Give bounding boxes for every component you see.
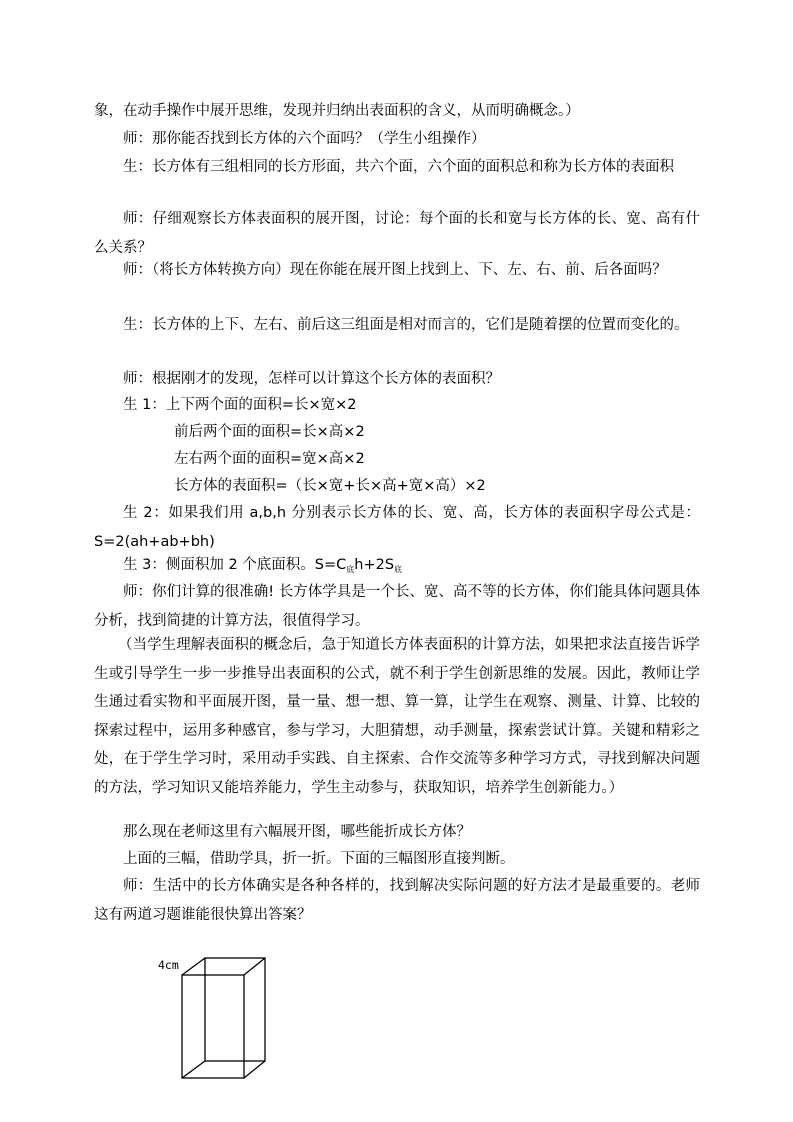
paragraph-5: 师：（将长方体转换方向）现在你能在展开图上找到上、下、左、右、前、后各面吗？ [123, 262, 667, 278]
paragraph-2: 师：那你能否找到长方体的六个面吗？（学生小组操作） [123, 131, 486, 147]
subscript-base-1: 底 [346, 565, 355, 574]
cuboid-edge-bottom-left [182, 1061, 205, 1078]
paragraph-18: 师：生活中的长方体确实是各种各样的，找到解决实际问题的好方法才是最重要的。老师这有两道习题谁能很快算出答案？ [94, 878, 700, 923]
paragraph-17: 上面的三幅，借助学具，折一折。下面的三幅图形直接判断。 [123, 851, 515, 867]
paragraph-6: 生：长方体的上下、左右、前后这三组面是相对而言的，它们是随着摆的位置而变化的。 [123, 317, 689, 333]
paragraph-1: 象，在动手操作中展开思维，发现并归纳出表面积的含义，从而明确概念。） [94, 103, 580, 119]
formula-line-3: 左右两个面的面积=宽×高×2 [174, 451, 365, 467]
paragraph-3: 生：长方体有三组相同的长方形面，共六个面，六个面的面积总和称为长方体的表面积 [123, 159, 674, 175]
paragraph-7: 师：根据刚才的发现，怎样可以计算这个长方体的表面积？ [123, 371, 500, 387]
paragraph-15: （当学生理解表面积的概念后，急于知道长方体表面积的计算方法，如果把求法直接告诉学生或引导学生一步一步推导出表面积的公式，就不利于学生创新思维的发展。因此，教师让学生通过看实物和平面展开图，量一量、想一想、算一算，让学生在观察、测量、计算、比较的探索过程中，运用多种感官，参与学习，大胆猜想，动手测量，探索尝试计算。关键和精彩之处，在于学生学习时，采用动手实践、自主探索、合作交流等多种学习方式，寻找到解决问题的方法，学习知识又能培养能力，学生主动参与，获取知识，培养学生创新能力。） [94, 637, 700, 796]
cuboid-back-face [205, 958, 265, 1061]
paragraph-14: 师：你们计算的很准确! 长方体学具是一个长、宽、高不等的长方体，你们能具体问题具体分析，找到简捷的计算方法，很值得学习。 [94, 584, 700, 629]
formula-text-b: h+2S [354, 557, 395, 573]
subscript-base-2: 底 [394, 565, 403, 574]
paragraph-16: 那么现在老师这里有六幅展开图，哪些能折成长方体？ [123, 824, 471, 840]
figure-dimension-label: 4cm [158, 958, 179, 972]
formula-line-4: 长方体的表面积=（长×宽+长×高+宽×高）×2 [174, 478, 486, 494]
cuboid-figure [150, 950, 290, 1090]
cuboid-edge-top-right [244, 958, 265, 975]
formula-line-2: 前后两个面的面积=长×高×2 [174, 424, 365, 440]
formula-text-a: 生 3：侧面积加 2 个底面积。S=C [123, 557, 347, 573]
cuboid-front-face [182, 975, 244, 1078]
cuboid-edge-top-left [182, 958, 205, 975]
formula-line-1: 生 1：上下两个面的面积=长×宽×2 [123, 397, 357, 413]
cuboid-edge-bottom-right [244, 1061, 265, 1078]
paragraph-4: 师：仔细观察长方体表面积的展开图，讨论：每个面的长和宽与长方体的长、宽、高有什么关系？ [94, 211, 700, 256]
paragraph-12: 生 2：如果我们用 a,b,h 分别表示长方体的长、宽、高，长方体的表面积字母公式是：S=2(ah+ab+bh) [94, 505, 700, 550]
